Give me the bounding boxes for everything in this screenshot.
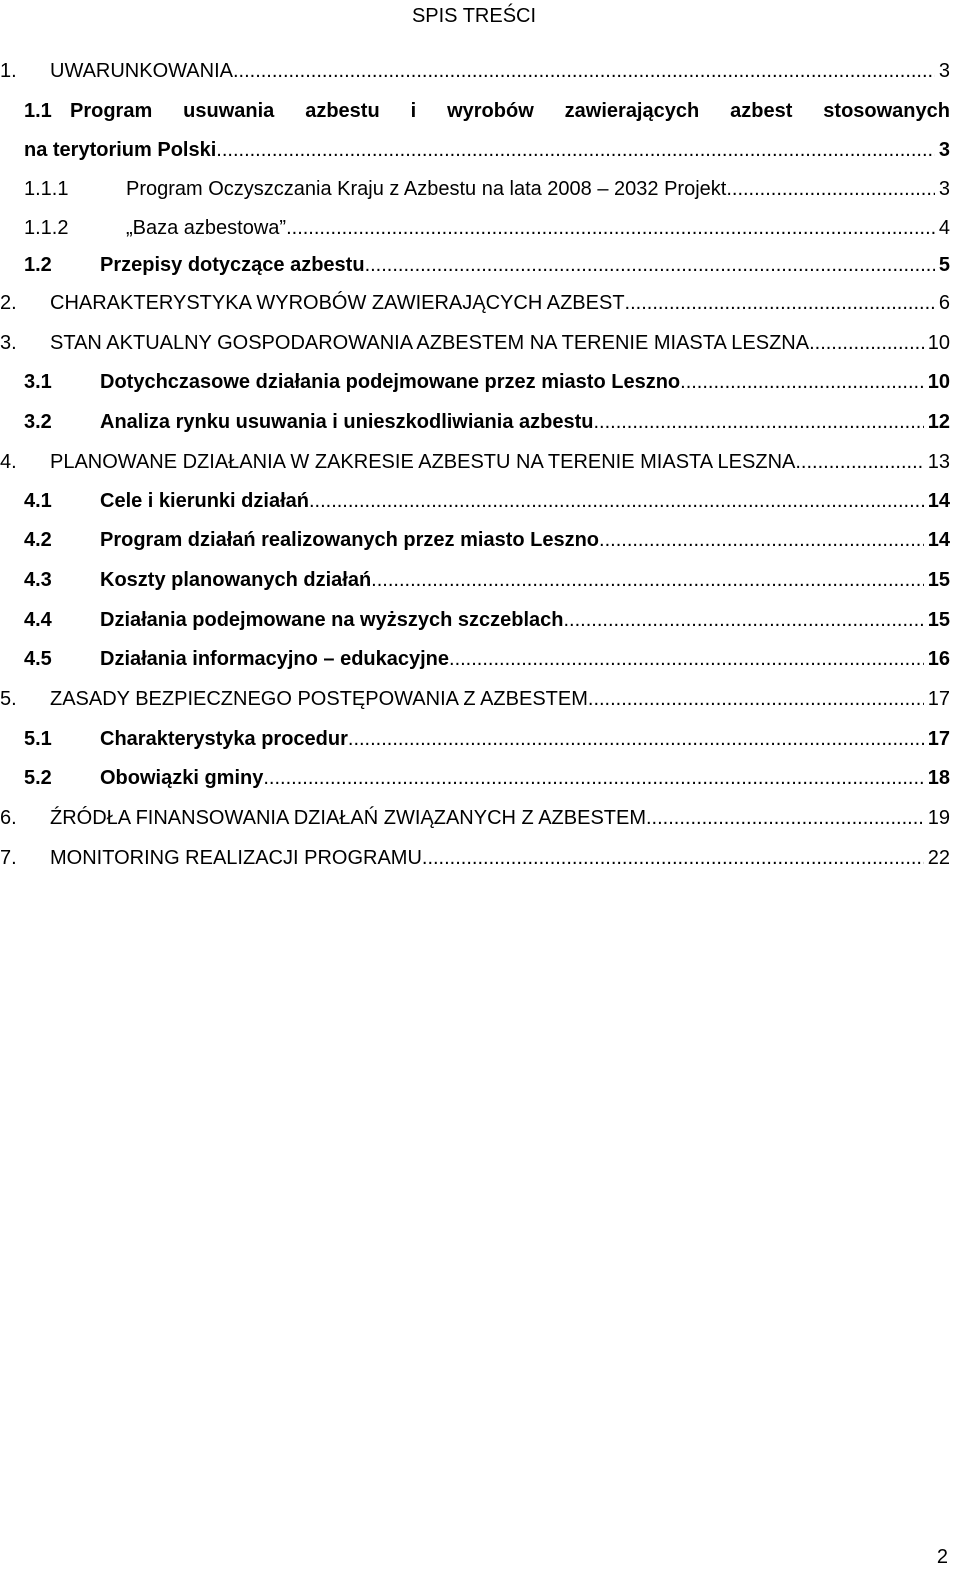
toc-entry-title: Działania informacyjno – edukacyjne [100,648,450,670]
toc-entry-page: 17 [927,688,950,710]
toc-entry-title: „Baza azbestowa” [126,217,287,239]
toc-leader-dots [263,763,923,793]
toc-entry-number: 2. [0,292,17,314]
toc-entry-number: 5.2 [24,767,52,789]
toc-entry-title: Program działań realizowanych przez miasto Leszno [100,529,600,551]
toc-entry-title: Cele i kierunki działań [100,490,309,512]
toc-leader-dots [795,447,923,477]
toc-leader-dots [809,328,924,358]
toc-leader-dots [371,565,924,595]
toc-entry-continuation[interactable] [0,135,950,165]
toc-entry-page: 19 [927,807,950,829]
toc-entry-page: 3 [938,178,950,200]
toc-entry-title: STAN AKTUALNY GOSPODAROWANIA AZBESTEM NA TERENIE MIASTA LESZNA [50,332,810,354]
toc-entry[interactable] [0,525,950,555]
toc-entry-number: 1.2 [24,254,52,276]
toc-entry-number: 4.5 [24,648,52,670]
toc-entry[interactable] [0,486,950,516]
toc-entry-number: 4.3 [24,569,52,591]
toc-entry-title: ŹRÓDŁA FINANSOWANIA DZIAŁAŃ ZWIĄZANYCH Z AZBESTEM [50,807,646,829]
toc-entry-title: MONITORING REALIZACJI PROGRAMU [50,847,422,869]
toc-leader-dots [286,213,935,243]
toc-entry-title: Przepisy dotyczące azbestu [100,254,365,276]
toc-entry-page: 18 [927,767,950,789]
toc-leader-dots [309,486,924,516]
toc-leader-dots [564,605,924,635]
toc-entry-number: 4.4 [24,609,52,631]
toc-entry-title: CHARAKTERYSTYKA WYROBÓW ZAWIERAJĄCYCH AZBEST [50,292,625,314]
toc-entry-number: 1.1.2 [24,217,69,239]
toc-entry-number: 4. [0,451,17,473]
toc-leader-dots [422,843,924,873]
toc-entry-number: 3. [0,332,17,354]
toc-entry-page: 14 [927,490,950,512]
toc-entry[interactable] [0,605,950,635]
toc-entry-number: 1.1.1 [24,178,69,200]
toc-entry-title: Analiza rynku usuwania i unieszkodliwiania azbestu [100,411,594,433]
toc-entry-page: 22 [927,847,950,869]
toc-entry-title: PLANOWANE DZIAŁANIA W ZAKRESIE AZBESTU NA TERENIE MIASTA LESZNA [50,451,796,473]
toc-entry-page: 4 [938,217,950,239]
toc-entry[interactable] [0,644,950,674]
toc-leader-dots [216,135,935,165]
toc-entry-number: 5.1 [24,728,52,750]
toc-entry[interactable] [0,367,950,397]
toc-entry-page: 13 [927,451,950,473]
toc-entry-number: 4.2 [24,529,52,551]
toc-entry[interactable] [0,328,950,358]
toc-entry-number: 3.2 [24,411,52,433]
toc-entry[interactable] [0,250,950,280]
toc-entry-number: 4.1 [24,490,52,512]
toc-entry[interactable] [0,684,950,714]
toc-entry[interactable] [0,213,950,243]
toc-entry-number: 6. [0,807,17,829]
toc-leader-dots [233,56,935,86]
toc-leader-dots [593,407,923,437]
toc-entry[interactable] [0,56,950,86]
toc-entry-page: 14 [927,529,950,551]
page-title: SPIS TREŚCI [411,5,537,27]
toc-entry-title: Koszty planowanych działań [100,569,372,591]
toc-entry-title: UWARUNKOWANIA [50,60,233,82]
toc-entry-number: 3.1 [24,371,52,393]
toc-leader-dots [599,525,924,555]
toc-entry-number: 1.1 [24,100,52,122]
toc-entry-page: 15 [927,609,950,631]
toc-entry[interactable] [0,288,950,318]
toc-leader-dots [646,803,924,833]
toc-entry-number: 5. [0,688,17,710]
toc-entry[interactable] [0,843,950,873]
toc-entry-page: 17 [927,728,950,750]
toc-leader-dots [588,684,924,714]
toc-entry[interactable] [0,724,950,754]
toc-entry-title-line2: na terytorium Polski [24,139,217,161]
toc-entry-title: Dotychczasowe działania podejmowane przez miasto Leszno [100,371,681,393]
toc-entry-title: Działania podejmowane na wyższych szczeblach [100,609,564,631]
toc-entry-number: 7. [0,847,17,869]
toc-entry-title: ZASADY BEZPIECZNEGO POSTĘPOWANIA Z AZBESTEM [50,688,588,710]
toc-entry-title-line1: Program usuwania azbestu i wyrobów zawierających azbest stosowanych [70,100,950,122]
toc-entry-page: 3 [938,60,950,82]
toc-entry[interactable] [0,407,950,437]
toc-entry[interactable] [0,565,950,595]
toc-entry-page: 6 [938,292,950,314]
toc-leader-dots [348,724,924,754]
toc-entry-page: 15 [927,569,950,591]
toc-entry-page: 5 [938,254,950,276]
toc-entry-page: 3 [938,139,950,161]
toc-entry-title: Program Oczyszczania Kraju z Azbestu na lata 2008 – 2032 Projekt [126,178,727,200]
toc-entry[interactable] [0,763,950,793]
toc-entry-page: 10 [927,371,950,393]
toc-entry-page: 16 [927,648,950,670]
toc-leader-dots [680,367,924,397]
page-number: 2 [936,1546,948,1568]
toc-leader-dots [365,250,935,280]
toc-entry-page: 10 [927,332,950,354]
toc-entry-title: Obowiązki gminy [100,767,264,789]
toc-entry-page: 12 [927,411,950,433]
toc-entry[interactable] [0,96,950,126]
toc-entry[interactable] [0,174,950,204]
toc-entry-number: 1. [0,60,17,82]
toc-entry-title: Charakterystyka procedur [100,728,348,750]
toc-leader-dots [625,288,935,318]
toc-entry[interactable] [0,447,950,477]
toc-leader-dots [726,174,935,204]
toc-leader-dots [449,644,924,674]
toc-entry[interactable] [0,803,950,833]
